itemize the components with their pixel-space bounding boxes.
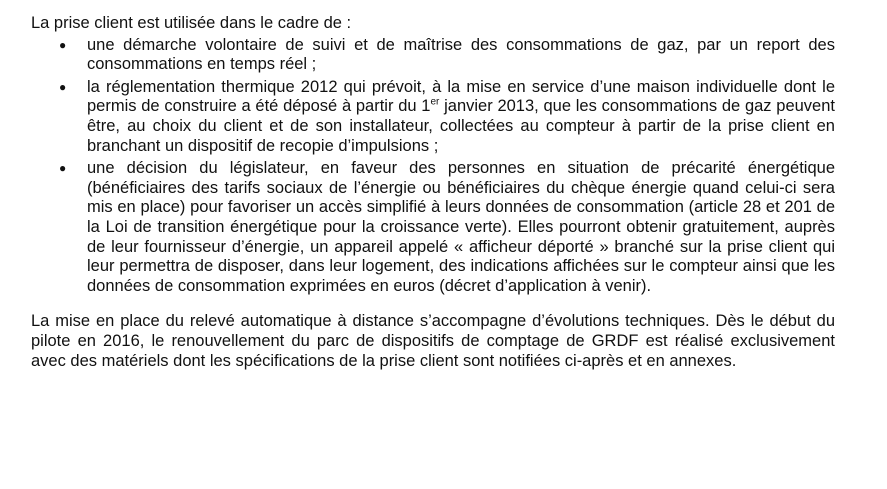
intro-text: La prise client est utilisée dans le cadre de : xyxy=(31,14,352,32)
bullet-text-part2: janvier 2013, que les consommations de gaz peuvent être, au choix du client et de son installateur, collectées au compteur à partir de la prise client en branchant un dispositif de recopie d’impulsions ; xyxy=(87,97,835,155)
bullet-item-suivi xyxy=(31,36,835,75)
bullet-text-part1: la réglementation thermique 2012 qui prévoit, à la mise en service d’une maison individuelle dont le permis de construire a été déposé à partir du 1 xyxy=(87,77,835,116)
bullet-text: une démarche volontaire de suivi et de maîtrise des consommations de gaz, par un report des consommations en temps réel ; xyxy=(87,35,835,74)
bullet-item-reglementation xyxy=(31,78,835,156)
document-body xyxy=(31,14,835,371)
bullet-item-legislateur xyxy=(31,159,835,296)
bullet-text-superscript: er xyxy=(430,96,440,108)
bullet-text: une décision du législateur, en faveur des personnes en situation de précarité énergétique (bénéficiaires des tarifs sociaux de l’énergie ou bénéficiaires du chèque énergie quand celui-ci sera mis en place) pour favoriser un accès simplifié à leurs données de consommation (article 28 et 201 de la Loi de transition énergétique pour la croissance verte). Elles pourront obtenir gratuitement, auprès de leur fournisseur d’énergie, un appareil appelé « afficheur déporté » branché sur la prise client qui leur permettra de disposer, dans leur logement, des indications affichées sur le compteur ainsi que les données de consommation exprimées en euros (décret d’application à venir). xyxy=(87,159,835,295)
bullet-icon: ● xyxy=(59,161,67,176)
paragraph-releve: La mise en place du relevé automatique à distance s’accompagne d’évolutions techniques. Dès le début du pilote en 2016, le renouvellement du parc de dispositifs de comptage de GRDF est réalisé exclusivement avec des matériels dont les spécifications de la prise client sont notifiées ci-après et en annexes. xyxy=(31,312,835,370)
bullet-icon: ● xyxy=(59,79,67,94)
bullet-icon: ● xyxy=(59,37,67,52)
bullet-list xyxy=(31,36,835,297)
